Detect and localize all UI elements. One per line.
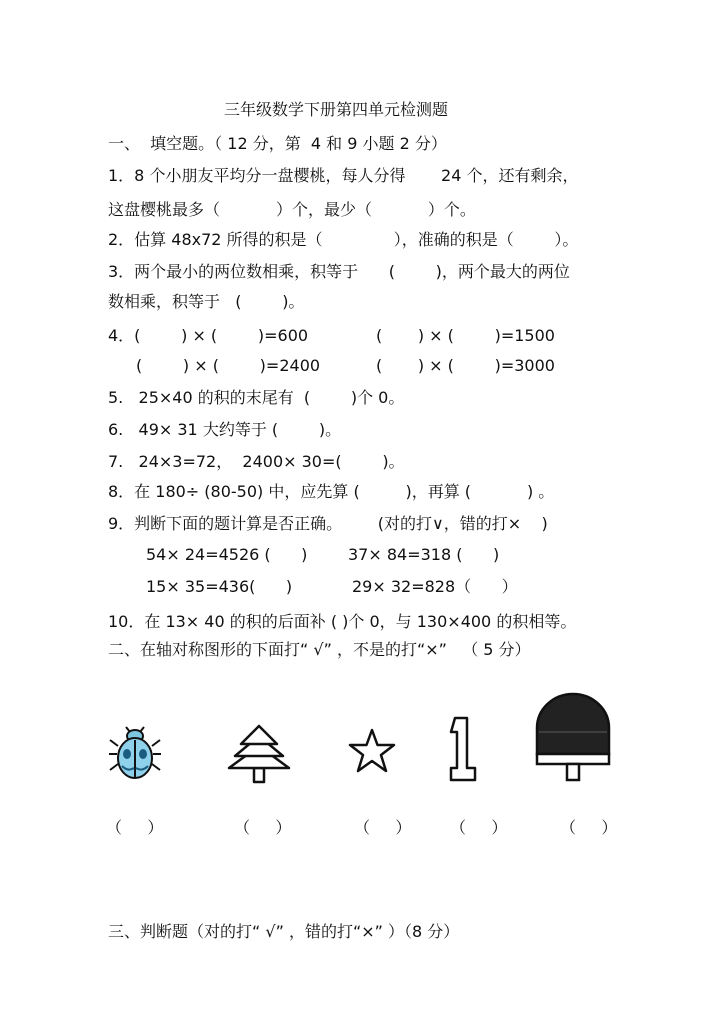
- question-9-a2: 37× 84=318 ( ): [348, 545, 500, 564]
- question-4-b1: ( ) × ( )=2400: [136, 356, 321, 375]
- question-9-b2: 29× 32=828（ ）: [352, 577, 518, 596]
- digit-one-icon: [447, 716, 479, 782]
- question-6: 6. 49× 31 大约等于 ( )。: [108, 420, 342, 439]
- paddle-icon: [533, 692, 613, 782]
- section-1-heading: 一、 填空题。（ 12 分，第 4 和 9 小题 2 分）: [108, 134, 447, 153]
- page-title: 三年级数学下册第四单元检测题: [224, 100, 449, 119]
- question-2: 2．估算 48x72 所得的积是（ ），准确的积是（ ）。: [108, 230, 579, 249]
- figure-blank-1: （ ）: [106, 818, 164, 837]
- question-9-b1: 15× 35=436( ): [146, 577, 293, 596]
- question-5: 5. 25×40 的积的末尾有 ( )个 0。: [108, 388, 405, 407]
- question-4-a1: 4．( ) × ( )=600: [108, 326, 309, 345]
- star-icon: [348, 728, 396, 774]
- question-3-line-1: 3．两个最小的两位数相乘，积等于 ( )，两个最大的两位: [108, 262, 570, 281]
- question-7: 7. 24×3=72， 2400× 30=( )。: [108, 452, 405, 471]
- question-9: 9．判断下面的题计算是否正确。 (对的打∨，错的打× ): [108, 514, 548, 533]
- question-10: 10．在 13× 40 的积的后面补 ( )个 0，与 130×400 的积相等。: [108, 612, 577, 631]
- figure-blank-3: （ ）: [354, 818, 412, 837]
- question-4-b2: ( ) × ( )=3000: [376, 356, 555, 375]
- question-1-line-2: 这盘樱桃最多（ ）个，最少（ ）个。: [108, 200, 476, 219]
- figure-blank-2: （ ）: [234, 818, 292, 837]
- question-9-a1: 54× 24=4526 ( ): [146, 545, 308, 564]
- question-1-line-1: 1．8 个小朋友平均分一盘樱桃，每人分得 24 个，还有剩余，: [108, 166, 579, 185]
- figure-blank-4: （ ）: [450, 818, 508, 837]
- question-8: 8．在 180÷ (80-50) 中，应先算 ( )，再算 ( ) 。: [108, 482, 555, 501]
- section-2-heading: 二、在轴对称图形的下面打“ √” ，不是的打“×” （ 5 分）: [108, 640, 531, 659]
- section-3-heading: 三、判断题（对的打“ √” ，错的打“×” ）（8 分）: [108, 922, 460, 941]
- tree-icon: [227, 724, 291, 784]
- question-4-a2: ( ) × ( )=1500: [376, 326, 555, 345]
- beetle-icon: [108, 726, 162, 782]
- question-3-line-2: 数相乘，积等于 ( )。: [108, 292, 305, 311]
- figure-blank-5: （ ）: [560, 818, 618, 837]
